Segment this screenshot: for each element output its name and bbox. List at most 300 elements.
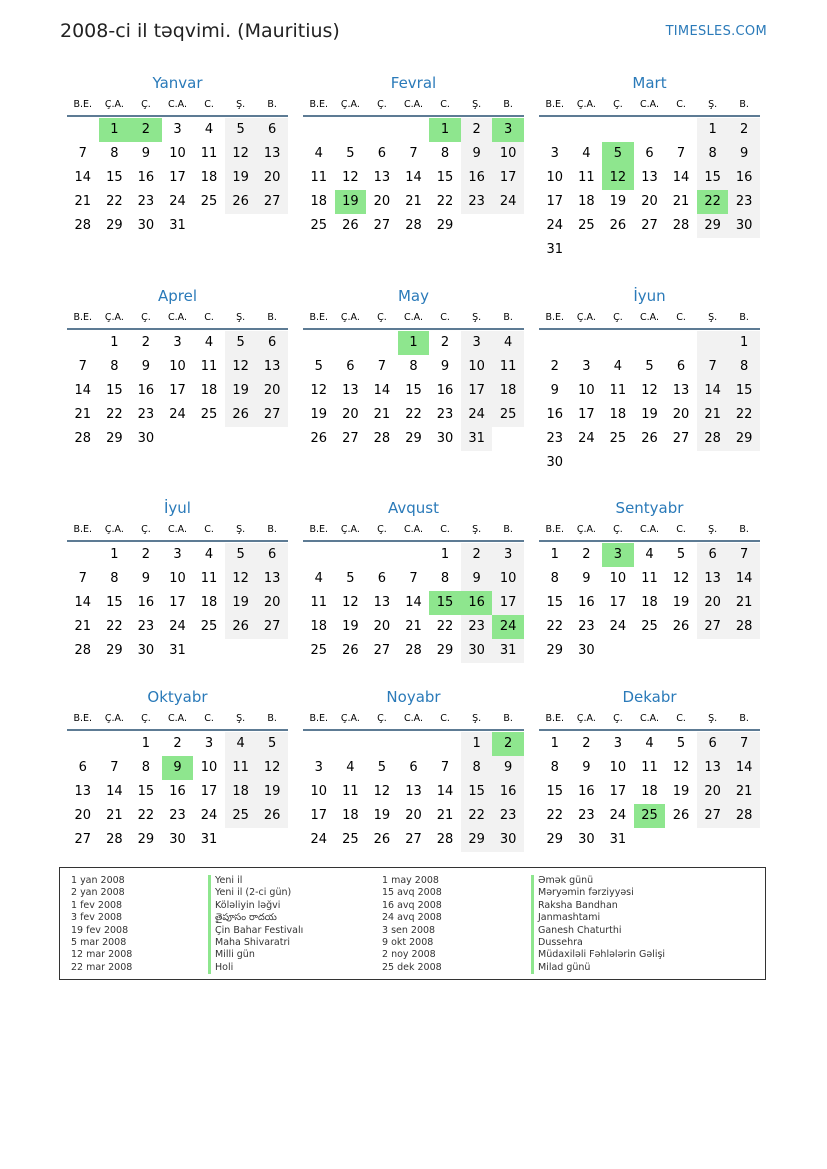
day-cell: 21 (106, 808, 123, 823)
weekday-label: C. (440, 99, 450, 110)
day-cell: 7 (409, 571, 418, 586)
day-cell: 6 (256, 118, 288, 142)
day-cell: 11 (200, 571, 218, 586)
day-cell: 22 (106, 194, 123, 209)
day-cell: 16 (436, 383, 454, 398)
day-cell: 4 (204, 122, 214, 137)
day-cell: 13 (697, 756, 729, 780)
weekday-label: B.E. (545, 524, 565, 535)
day-cell: 29 (106, 643, 123, 658)
day-cell: 20 (373, 194, 391, 209)
weekday-label: B.E. (73, 524, 93, 535)
day-grid (539, 118, 760, 262)
day-cell: 16 (728, 166, 760, 190)
day-cell: 30 (578, 643, 595, 658)
day-cell: 22 (728, 403, 760, 427)
day-cell: 19 (672, 784, 690, 799)
day-cell: 14 (728, 756, 760, 780)
weekday-header (67, 96, 288, 117)
day-cell: 5 (314, 359, 323, 374)
day-cell: 31 (492, 639, 524, 663)
month-name: Dekabr (622, 688, 677, 706)
weekday-label: B. (739, 713, 749, 724)
day-cell: 25 (342, 832, 359, 847)
empty-cell (634, 118, 666, 142)
day-cell: 17 (310, 808, 328, 823)
weekday-label: Ç.A. (340, 713, 360, 724)
day-cell: 11 (641, 760, 658, 775)
day-cell: 21 (74, 407, 92, 422)
weekday-label: B.E. (545, 312, 565, 323)
day-cell: 8 (141, 760, 151, 775)
day-cell: 4 (225, 732, 257, 756)
day-cell: 2 (173, 736, 182, 751)
day-cell: 29 (546, 832, 564, 847)
weekday-header (539, 309, 760, 330)
weekday-label: Ş. (472, 99, 482, 110)
legend-holiday-name: Janmashtami (531, 912, 665, 924)
day-cell: 14 (74, 383, 92, 398)
day-cell: 9 (582, 760, 591, 775)
legend-holiday-name: Yeni il (2-ci gün) (208, 887, 303, 899)
day-cell: 26 (310, 431, 328, 446)
day-cell: 12 (225, 142, 257, 166)
weekday-label: C. (204, 713, 214, 724)
weekday-label: Ç. (613, 713, 623, 724)
day-cell: 15 (106, 170, 123, 185)
day-cell: 24 (169, 407, 186, 422)
legend-date: 2 noy 2008 (382, 949, 436, 961)
legend-date: 19 fev 2008 (71, 924, 129, 936)
day-cell: 8 (110, 146, 119, 161)
day-cell: 20 (256, 166, 288, 190)
day-cell: 11 (310, 170, 328, 185)
day-cell: 26 (609, 218, 627, 233)
day-cell: 28 (74, 431, 92, 446)
day-cell: 5 (225, 331, 257, 355)
weekday-label: Ç.A. (340, 524, 360, 535)
day-cell: 15 (106, 595, 123, 610)
day-cell: 21 (405, 619, 422, 634)
legend-date: 24 avq 2008 (382, 912, 442, 924)
day-cell: 16 (546, 407, 564, 422)
legend-holiday-name: Əmək günü (531, 875, 665, 887)
day-cell: 13 (256, 142, 288, 166)
day-cell: 9 (461, 142, 493, 166)
day-cell: 23 (461, 615, 493, 639)
empty-cell (67, 543, 99, 567)
day-cell: 31 (169, 218, 186, 233)
day-cell: 4 (645, 547, 654, 562)
day-cell: 8 (110, 359, 119, 374)
day-cell: 2 (440, 335, 450, 350)
day-cell: 6 (697, 732, 729, 756)
legend-holiday-name: Köləliyin ləğvi (208, 900, 303, 912)
legend-date: 5 mar 2008 (71, 936, 127, 948)
day-cell: 17 (169, 383, 186, 398)
day-cell: 6 (697, 543, 729, 567)
day-cell: 24 (578, 431, 595, 446)
empty-cell (429, 732, 461, 756)
legend-names-col1 (208, 875, 303, 974)
day-grid (539, 331, 760, 475)
empty-cell (366, 732, 398, 756)
weekday-label: B. (267, 524, 277, 535)
weekday-label: Ş. (472, 312, 482, 323)
day-cell: 2 (582, 736, 591, 751)
day-cell: 18 (200, 170, 218, 185)
weekday-label: Ş. (236, 524, 246, 535)
weekday-label: B.E. (309, 99, 329, 110)
legend-date: 15 avq 2008 (382, 887, 442, 899)
day-cell: 20 (697, 780, 729, 804)
weekday-label: Ç. (377, 99, 387, 110)
empty-cell (539, 331, 571, 355)
empty-cell (366, 118, 398, 142)
day-cell: 12 (225, 355, 257, 379)
day-cell: 10 (609, 760, 627, 775)
day-cell: 11 (200, 146, 218, 161)
weekday-label: C.A. (639, 312, 659, 323)
legend-date: 1 may 2008 (382, 875, 439, 886)
day-cell: 17 (578, 407, 595, 422)
legend-holiday-name: Çin Bahar Festivalı (208, 925, 303, 937)
day-cell: 11 (492, 355, 524, 379)
day-cell: 16 (578, 595, 595, 610)
day-cell: 7 (409, 146, 418, 161)
day-cell: 28 (405, 643, 422, 658)
day-cell: 17 (200, 784, 218, 799)
day-cell: 10 (169, 146, 186, 161)
day-grid (303, 118, 524, 238)
empty-cell (665, 331, 697, 355)
day-cell: 14 (74, 170, 92, 185)
day-cell: 18 (310, 619, 328, 634)
weekday-header (539, 96, 760, 117)
day-cell: 23 (578, 808, 595, 823)
day-cell: 9 (141, 146, 151, 161)
day-cell: 6 (676, 359, 686, 374)
weekday-label: Ç.A. (104, 713, 124, 724)
day-cell: 12 (373, 784, 391, 799)
day-cell: 30 (137, 643, 155, 658)
weekday-label: Ç.A. (576, 713, 596, 724)
month-name: İyun (633, 287, 666, 305)
day-cell: 15 (106, 383, 123, 398)
day-cell: 27 (74, 832, 92, 847)
month-6 (539, 283, 760, 475)
day-cell: 1 (99, 118, 131, 142)
day-cell: 10 (492, 142, 524, 166)
day-cell: 3 (173, 122, 182, 137)
legend-date: 1 yan 2008 (71, 875, 125, 886)
day-cell: 17 (169, 170, 186, 185)
empty-cell (335, 543, 367, 567)
day-cell: 20 (641, 194, 658, 209)
weekday-label: Ş. (708, 713, 718, 724)
day-cell: 5 (645, 359, 654, 374)
day-cell: 19 (342, 619, 359, 634)
day-cell: 12 (602, 166, 634, 190)
legend-date: 2 yan 2008 (71, 887, 125, 899)
legend-date: 12 mar 2008 (71, 949, 133, 961)
day-cell: 4 (582, 146, 591, 161)
day-cell: 7 (78, 571, 87, 586)
day-cell: 2 (141, 335, 151, 350)
weekday-label: Ş. (472, 713, 482, 724)
day-cell: 28 (697, 427, 729, 451)
month-name: Avqust (388, 499, 439, 517)
day-cell: 2 (141, 547, 151, 562)
empty-cell (335, 331, 367, 355)
day-cell: 3 (602, 543, 634, 567)
month-8 (303, 495, 524, 663)
day-cell: 5 (346, 146, 355, 161)
day-cell: 2 (461, 543, 493, 567)
day-cell: 1 (728, 331, 760, 355)
day-cell: 3 (492, 543, 524, 567)
weekday-label: Ş. (236, 99, 246, 110)
day-cell: 13 (697, 567, 729, 591)
month-name: May (397, 287, 429, 305)
day-cell: 27 (672, 431, 690, 446)
day-cell: 11 (342, 784, 359, 799)
day-cell: 8 (440, 146, 450, 161)
day-cell: 14 (436, 784, 454, 799)
weekday-label: Ç.A. (340, 99, 360, 110)
weekday-label: C.A. (167, 713, 187, 724)
day-grid (303, 732, 524, 852)
day-cell: 30 (137, 431, 155, 446)
day-cell: 21 (697, 403, 729, 427)
day-cell: 31 (461, 427, 493, 451)
weekday-label: Ç. (613, 312, 623, 323)
day-cell: 6 (377, 571, 387, 586)
brand-link[interactable]: TIMESLES.COM (665, 24, 767, 39)
day-cell: 2 (461, 118, 493, 142)
month-5 (303, 283, 524, 451)
weekday-label: Ç.A. (104, 524, 124, 535)
day-cell: 28 (405, 218, 422, 233)
day-cell: 20 (342, 407, 359, 422)
day-cell: 7 (78, 359, 87, 374)
day-cell: 23 (492, 804, 524, 828)
day-cell: 14 (697, 379, 729, 403)
day-cell: 4 (346, 760, 355, 775)
day-cell: 3 (204, 736, 214, 751)
day-cell: 2 (728, 118, 760, 142)
day-cell: 5 (377, 760, 387, 775)
weekday-label: C. (440, 524, 450, 535)
day-cell: 28 (728, 615, 760, 639)
weekday-label: B.E. (309, 524, 329, 535)
day-cell: 1 (141, 736, 151, 751)
day-cell: 16 (137, 595, 155, 610)
day-cell: 24 (609, 808, 627, 823)
weekday-header (67, 710, 288, 731)
day-cell: 10 (200, 760, 218, 775)
page-title: 2008-ci il təqvimi. (Mauritius) (60, 20, 340, 42)
empty-cell (67, 732, 99, 756)
empty-cell (335, 732, 367, 756)
day-cell: 7 (676, 146, 686, 161)
day-cell: 8 (550, 571, 559, 586)
day-cell: 23 (546, 431, 564, 446)
day-cell: 6 (377, 146, 387, 161)
day-cell: 27 (373, 218, 391, 233)
month-12 (539, 684, 760, 852)
day-cell: 29 (137, 832, 155, 847)
day-cell: 22 (461, 804, 493, 828)
weekday-label: C.A. (403, 524, 423, 535)
day-cell: 26 (672, 619, 690, 634)
empty-cell (99, 732, 131, 756)
month-name: Mart (632, 74, 667, 92)
weekday-label: C.A. (639, 524, 659, 535)
day-cell: 26 (225, 403, 257, 427)
day-cell: 31 (546, 242, 564, 257)
legend-date: 22 mar 2008 (71, 961, 133, 973)
day-cell: 17 (492, 166, 524, 190)
day-cell: 12 (672, 571, 690, 586)
month-3 (539, 70, 760, 262)
day-cell: 16 (461, 591, 493, 615)
day-cell: 29 (697, 214, 729, 238)
day-cell: 18 (342, 808, 359, 823)
day-cell: 21 (728, 591, 760, 615)
day-cell: 9 (162, 756, 194, 780)
day-cell: 12 (342, 595, 359, 610)
month-11 (303, 684, 524, 852)
day-cell: 25 (492, 403, 524, 427)
weekday-label: Ç. (377, 312, 387, 323)
day-cell: 30 (578, 832, 595, 847)
weekday-label: C. (440, 312, 450, 323)
day-cell: 27 (697, 804, 729, 828)
day-cell: 10 (169, 571, 186, 586)
weekday-header (303, 309, 524, 330)
day-cell: 19 (672, 595, 690, 610)
day-cell: 26 (342, 218, 359, 233)
weekday-label: C.A. (403, 713, 423, 724)
day-cell: 6 (409, 760, 418, 775)
day-cell: 11 (200, 359, 218, 374)
day-cell: 25 (200, 407, 218, 422)
legend-holiday-name: Milli gün (208, 949, 303, 961)
weekday-label: B. (503, 99, 513, 110)
day-cell: 10 (461, 355, 493, 379)
day-cell: 17 (546, 194, 564, 209)
legend-holiday-name: Məryəmin fərziyyəsi (531, 887, 665, 899)
month-4 (67, 283, 288, 451)
day-cell: 16 (169, 784, 186, 799)
empty-cell (571, 331, 603, 355)
day-cell: 6 (256, 331, 288, 355)
day-cell: 13 (641, 170, 658, 185)
day-cell: 15 (546, 784, 564, 799)
day-cell: 7 (697, 355, 729, 379)
day-cell: 20 (373, 619, 391, 634)
day-cell: 18 (200, 595, 218, 610)
day-cell: 18 (492, 379, 524, 403)
weekday-label: C. (676, 524, 686, 535)
weekday-label: B.E. (73, 99, 93, 110)
day-cell: 9 (141, 571, 151, 586)
day-cell: 5 (676, 547, 686, 562)
day-cell: 30 (169, 832, 186, 847)
day-cell: 19 (641, 407, 658, 422)
day-cell: 30 (546, 455, 564, 470)
weekday-label: Ç. (613, 99, 623, 110)
day-cell: 3 (492, 118, 524, 142)
weekday-label: Ç.A. (576, 99, 596, 110)
month-name: Noyabr (386, 688, 441, 706)
weekday-label: Ç. (141, 713, 151, 724)
day-cell: 25 (200, 619, 218, 634)
day-cell: 26 (225, 190, 257, 214)
day-cell: 8 (110, 571, 119, 586)
day-cell: 16 (137, 170, 155, 185)
weekday-label: Ş. (708, 524, 718, 535)
legend-holiday-name: Yeni il (208, 875, 303, 887)
day-cell: 28 (74, 218, 92, 233)
empty-cell (398, 732, 430, 756)
day-cell: 9 (440, 359, 450, 374)
day-cell: 3 (173, 335, 182, 350)
day-cell: 9 (492, 756, 524, 780)
weekday-label: C. (204, 99, 214, 110)
weekday-label: B. (267, 312, 277, 323)
day-cell: 21 (405, 194, 422, 209)
day-cell: 8 (440, 571, 450, 586)
day-cell: 26 (256, 804, 288, 828)
day-cell: 19 (225, 379, 257, 403)
day-cell: 18 (200, 383, 218, 398)
month-9 (539, 495, 760, 663)
month-7 (67, 495, 288, 663)
day-cell: 21 (728, 780, 760, 804)
day-cell: 18 (641, 784, 658, 799)
day-cell: 18 (641, 595, 658, 610)
day-cell: 29 (436, 218, 454, 233)
day-grid (303, 543, 524, 663)
day-cell: 1 (440, 547, 450, 562)
empty-cell (571, 118, 603, 142)
month-1 (67, 70, 288, 238)
weekday-label: Ç. (141, 524, 151, 535)
day-cell: 15 (728, 379, 760, 403)
day-cell: 1 (461, 732, 493, 756)
day-cell: 16 (461, 166, 493, 190)
day-cell: 18 (578, 194, 595, 209)
day-cell: 10 (546, 170, 564, 185)
empty-cell (665, 118, 697, 142)
weekday-header (539, 521, 760, 542)
day-cell: 18 (225, 780, 257, 804)
weekday-label: B. (739, 99, 749, 110)
day-cell: 13 (405, 784, 422, 799)
day-cell: 29 (546, 643, 564, 658)
day-cell: 13 (74, 784, 92, 799)
legend-date: 1 fev 2008 (71, 899, 123, 911)
day-cell: 28 (728, 804, 760, 828)
day-cell: 23 (728, 190, 760, 214)
day-cell: 7 (440, 760, 450, 775)
day-cell: 10 (609, 571, 627, 586)
weekday-label: Ş. (708, 312, 718, 323)
weekday-label: B.E. (545, 99, 565, 110)
day-cell: 15 (461, 780, 493, 804)
